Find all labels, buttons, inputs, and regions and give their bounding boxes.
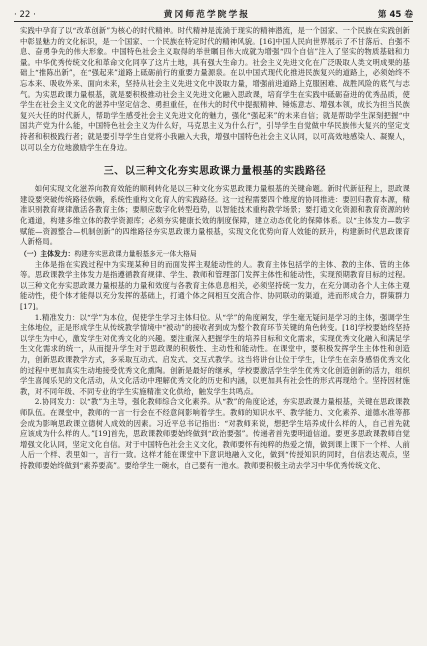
journal-title: 黄冈师范学院学报 bbox=[163, 10, 251, 20]
paragraph-precise-force: 1.精准发力：以“学”为本位，促使学生学习主体归位。从“学”的角度阐发，学生毫无疑问是学习的主体，强调学生主体地位，正是形成学生从传统教学情境中“被动”的接收者到成为整个教育环节关键的角色转变。[18]学校要始终坚持以学生为中心，激发学生对优秀文化的兴趣。要注重深入把握学生的培养目标和文化需求，实现优秀文化融入和满足学生文化需求的统一，从而提升学生对于思政课的积极性、主动性和能动性。在课堂中，要积极发挥学生主体性和创造力，创新思政课教学方式，多采取互动式、启发式、交互式教学。这当将讲台让位于学生，让学生在亲身感悟优秀文化的过程中更加真实生动地接受优秀文化熏陶。创新是最好的继承，学校要激活学生学生优秀文化创造创新的活力，组织学生喜闻乐见的文化活动，从文化活动中理解优秀文化的历史和内涵，以更加具有社会性的形式再现给个。坚持因材施教，对不同年级、不同专业的学生实施精准文化供给，触发学生共鸣点。 bbox=[20, 312, 410, 396]
subsection-heading bbox=[20, 249, 410, 259]
volume-label: 第 45 卷 bbox=[377, 10, 413, 20]
subsection-number: （一）主体发力： bbox=[20, 249, 75, 258]
paragraph-overview: 如何实现文化滋养向教育效能的顺利转化是以三种文化夯实思政课力量根基的关键命题。新时代新征程上，思政课建设要突破传统路径依赖，系统性重构文化育人的实践路径。这一过程需要四个维度的协同推进：要回归教育本源，精准识别教育规律激活各教育主体；要顺应数字化转型趋势，以智能技术重构教学场景；要打通文化资源和教育资源的转化通道，构建多维立体的教学资源库；必须夯实健康长效的制度保障，建立动态优化的保障体系。以“主体发力—数字赋能—资源整合—机制创新”的四维路径夯实思政课力量根基，实现文化优势向育人效能的跃升，构建新时代思政课育人新格局。 bbox=[20, 184, 410, 247]
page-number: · 22 · bbox=[14, 10, 36, 20]
subsection-title: 构建夯实思政课力量根基多元一体大格局 bbox=[74, 249, 197, 258]
paragraph-subject: 主体是指在实践过程中为实现某种目的而面发挥主观能动性的人。教育主体包括学的主体、教的主体、管的主体等。思政课教学主体发力是指遵循教育规律、学生、教师和管理部门发挥主体性和能动性，实现预期教育目标的过程。以三种文化夯实思政课力量根基的力量和效度与各教育主体息息相关，必须坚持统一发力，在充分调动各个人主体主观能动性，使个体才能得以充分发挥的基础上，打通个体之间相互交流合作、协同联动的渠道，进而形成合力，群策群力[17]。 bbox=[20, 259, 410, 312]
section-heading: 三、以三种文化夯实思政课力量根基的实践路径 bbox=[103, 166, 327, 178]
paragraph-intro: 实践中孕育了以“改革创新”为核心的时代精神。时代精神是流淌于现实的精神潜流，是一个国家、一个民族在实践创新中彰显魅力的文化标识，是一个国家、一个民族在特定时代的精神风貌。[16]中国人民向世界展示了不甘落后、自强不息、奋勇争先的伟大形象。中国特色社会主义取得的举世瞩目伟大成就为增强“四个自信”注入了坚实的物质基础和力量。中华优秀传统文化和革命文化同享了这片土地，具有强大生命力。社会主义先进文化在广泛吸取人类文明成果的基础上“推陈出新”，在“强起来”道路上砥砺前行的重要力量源泉。在以中国式现代化推进民族复兴的道路上，必须始终不忘本来、吸收外来、面向未来，坚持从社会主义先进文化中汲取力量，增强前进道路上克服困难、战胜风险的底气与志气。为实思政课力量根基，就是要积极推动社会主义先进文化融入思政课，培育学生在实践中砥砺奋进的优秀品质，使学生在社会主义文化的滋养中坚定信念、勇担重任，在伟大的时代中提振精神、锤炼意志、增强本领，成长为担当民族复兴大任的时代新人，帮助学生感受社会主义先进文化的魅力，强化“强起来”的未来自信；就是帮助学生深刻把握“中国共产党为什么能，中国特色社会主义为什么好，马克思主义为什么行”，引导学生自觉做中华民族伟大复兴的坚定支持者和积极践行者；就是要引导学生自觉将小我融入大我，增强中国特色社会主义认同，以可高效地感染人、凝聚人，以可以全方位地激励学生在身边。 bbox=[20, 26, 410, 152]
article-body bbox=[20, 26, 410, 472]
paragraph-collaborative-force: 2.协同发力：以“教”为主导，强化教师综合文化素养。从“教”的角度论述，夯实思政课力量根基，关键在思政课教师队伍。在课堂中，教师的一言一行会在不经意间影响着学生。教师的知识水平、教学能力、文化素养、道德水准等都会成为影响思政课立德树人成效的因素。习近平总书记指出：“对教师来说，想把学生培养成什么样的人，自己首先就应该成为什么样的人。”[19]首先，思政课教师要始终做到“政治要强”。传递者首先要明道信道。要更多思政课教师自觉增强文化认同，坚定文化自信。对于中国特色社会主义文化，教师要怀有纯粹的热爱之情，做到课上课下一个样、人前人后一个样、表里如一，言行一致。这样才能在课堂中下意识地融入文化，做到“传授知识的同时，自信表达观点，坚持教师要始终做到“素养要高”。要给学生一碗水，自己要有一池水。教师要积极主动去学习中华优秀传统文化、 bbox=[20, 397, 410, 470]
running-header bbox=[14, 5, 413, 22]
